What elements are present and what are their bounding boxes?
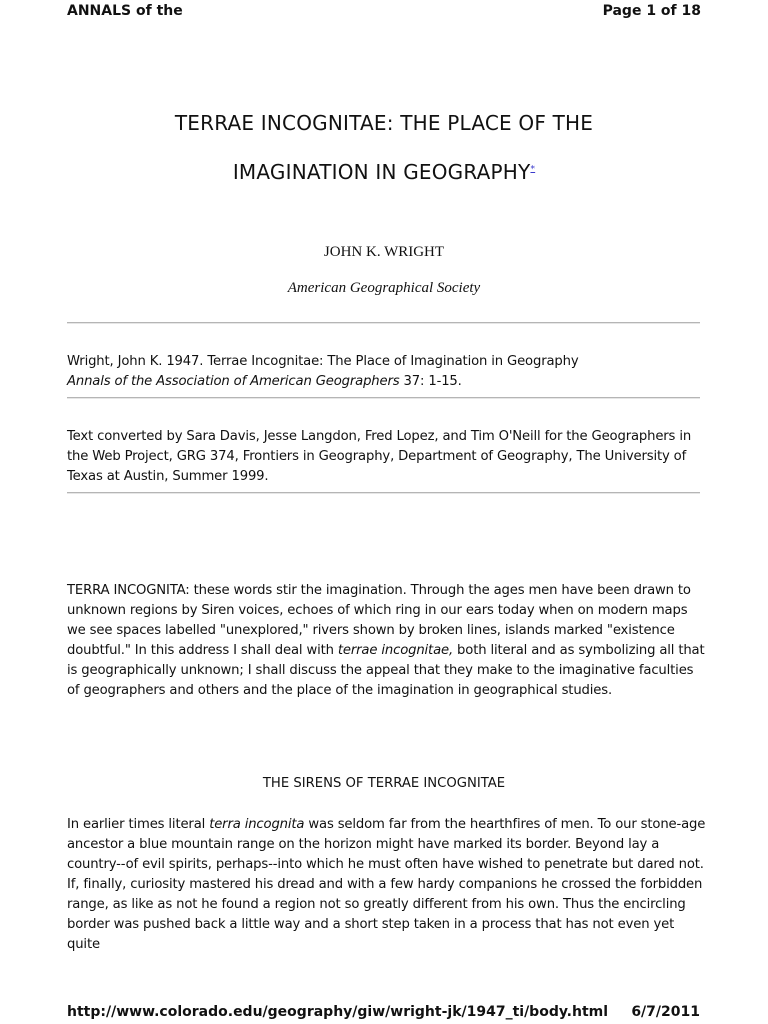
intro-part-1: TERRA INCOGNITA: these words stir the imagination. Through the ages men have been drawn to unknown regions by Siren voices, echoes of which ring in our ears today when on modern maps we see spaces labelled "unexplored," rivers shown by broken lines, islands marked "existence doubtful." In this address I shall deal with bbox=[67, 583, 691, 658]
header-journal: ANNALS of the bbox=[67, 3, 183, 19]
title-line-2-text: IMAGINATION IN GEOGRAPHY bbox=[232, 160, 531, 184]
sirens-part-1: In earlier times literal bbox=[67, 817, 210, 832]
author-affiliation: American Geographical Society bbox=[287, 280, 481, 296]
citation-journal: Annals of the Association of American Geographers bbox=[67, 374, 400, 389]
divider bbox=[67, 322, 700, 324]
citation-line-2 bbox=[67, 372, 707, 392]
divider bbox=[67, 492, 700, 494]
title-line-2 bbox=[0, 160, 768, 184]
sirens-part-2: was seldom far from the hearthfires of men. To our stone-age ancestor a blue mountain range on the horizon might have marked its border. Beyond lay a country--of evil spirits, perhaps--into which he must often have wished to penetrate but dared not. If, finally, curiosity mastered his dread and with a few hardy companions he crossed the forbidden range, as like as not he found a region not so greatly different from his own. Thus the encircling border was pushed back a little way and a short step taken in a process that has not even yet quite bbox=[67, 817, 706, 952]
citation-volume: 37: 1-15. bbox=[399, 374, 462, 389]
header-page-number: Page 1 of 18 bbox=[602, 3, 701, 19]
title-line-1: TERRAE INCOGNITAE: THE PLACE OF THE bbox=[174, 111, 594, 135]
sirens-italic: terra incognita bbox=[209, 817, 305, 832]
sirens-paragraph bbox=[67, 815, 707, 955]
citation-line-1: Wright, John K. 1947. Terrae Incognitae: The Place of Imagination in Geography bbox=[67, 354, 579, 369]
divider bbox=[67, 397, 700, 399]
footer-url: http://www.colorado.edu/geography/giw/wright-jk/1947_ti/body.html bbox=[67, 1004, 609, 1020]
section-heading: THE SIRENS OF TERRAE INCOGNITAE bbox=[262, 776, 506, 791]
conversion-note-text: Text converted by Sara Davis, Jesse Langdon, Fred Lopez, and Tim O'Neill for the Geographers in the Web Project, GRG 374, Frontiers in Geography, Department of Geography, The University of Texas at Austin, Summer 1999. bbox=[67, 429, 692, 484]
author-name: JOHN K. WRIGHT bbox=[323, 244, 445, 260]
conversion-note bbox=[67, 427, 707, 487]
citation bbox=[67, 352, 707, 392]
footnote-link[interactable]: * bbox=[530, 164, 536, 175]
intro-part-2: both literal and as symbolizing all that is geographically unknown; I shall discuss the appeal that they make to the imaginative faculties of geographers and others and the place of the imagination in geographical studies. bbox=[67, 643, 705, 698]
sirens-text bbox=[67, 815, 707, 955]
intro-paragraph bbox=[67, 581, 707, 701]
footer-date: 6/7/2011 bbox=[631, 1004, 700, 1020]
intro-italic: terrae incognitae, bbox=[337, 643, 454, 658]
intro-text bbox=[67, 581, 707, 701]
